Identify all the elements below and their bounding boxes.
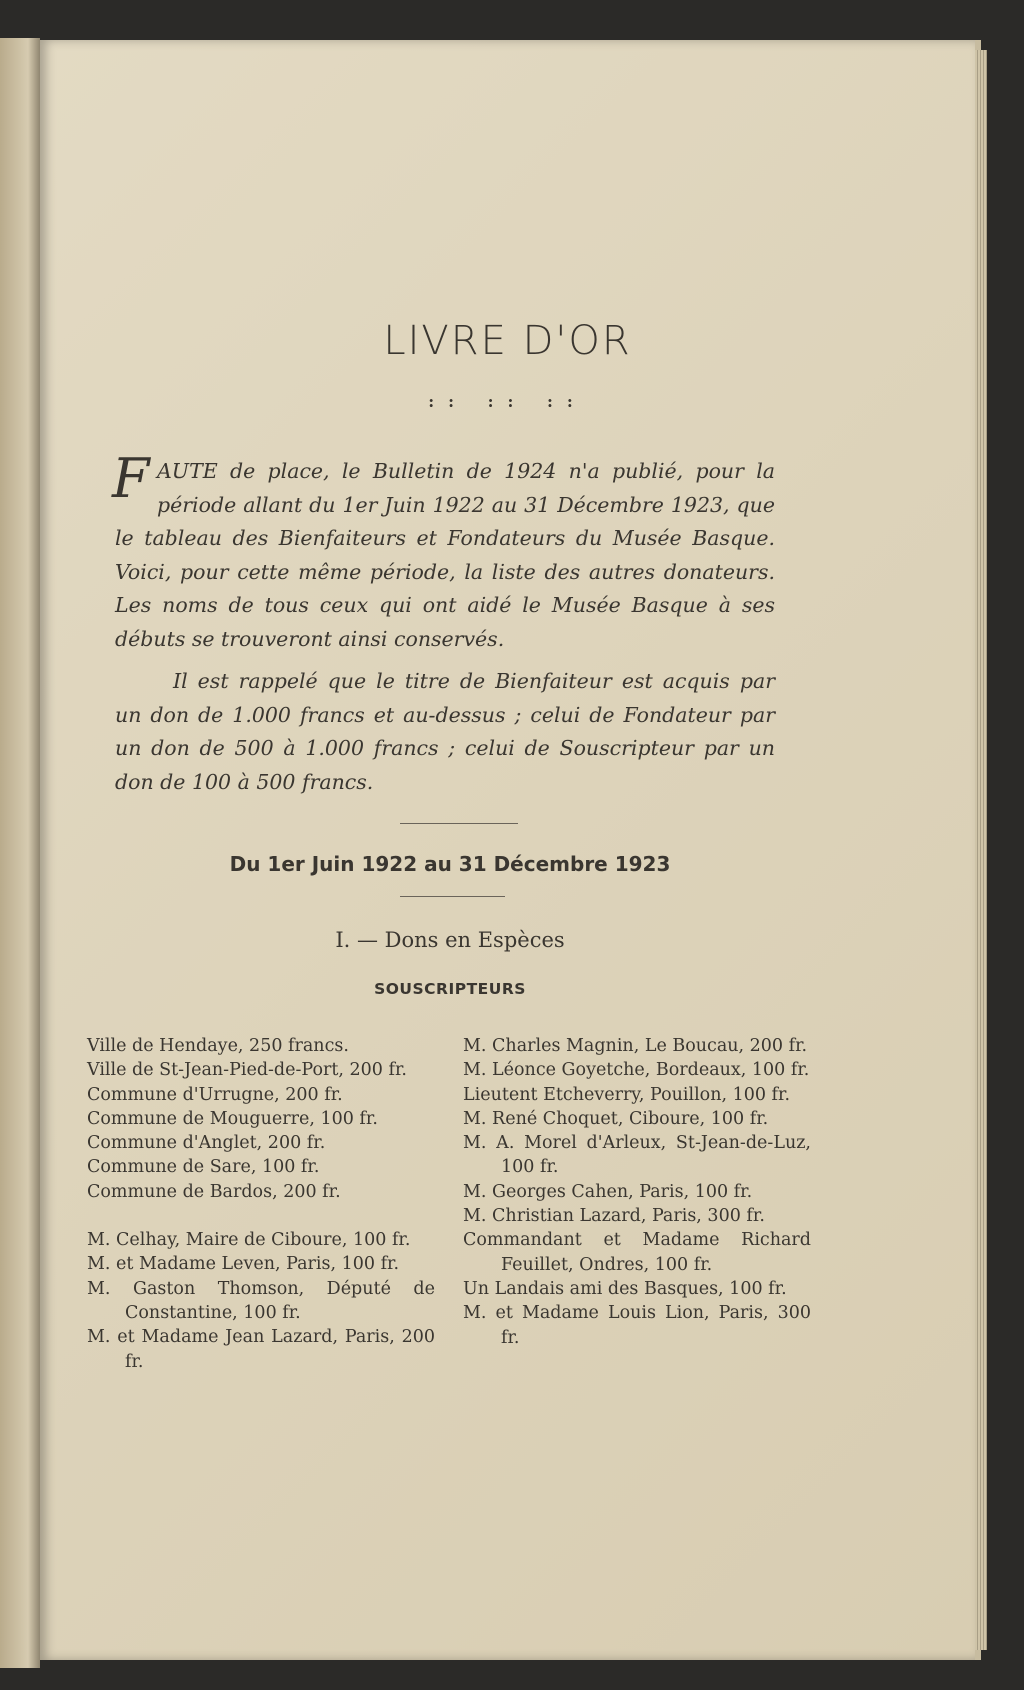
text-line: un don de 500 à 1.000 francs ; celui de Souscripteur par un (115, 736, 775, 760)
list-item: Commune de Bardos, 200 fr. (87, 1181, 341, 1202)
text-line: Les noms de tous ceux qui ont aidé le Musée Basque à ses (115, 593, 775, 617)
drop-cap: F (112, 447, 150, 510)
list-item: Commune de Sare, 100 fr. (87, 1157, 320, 1178)
section-heading: I. — Dons en Espèces (335, 928, 565, 952)
list-item: M. Léonce Goyetche, Bordeaux, 100 fr. (463, 1060, 810, 1081)
text-line: période allant du 1er Juin 1922 au 31 Décembre 1923, que (157, 492, 775, 517)
list-item: M. A. Morel d'Arleux, St-Jean-de-Luz, 100 fr. (463, 1133, 811, 1178)
list-item: Un Landais ami des Basques, 100 fr. (463, 1278, 787, 1299)
subsection-heading: SOUSCRIPTEURS (374, 980, 526, 998)
text-line: débuts se trouveront ainsi conservés. (115, 626, 505, 651)
list-item: Commandant et Madame Richard Feuillet, Ondres, 100 fr. (463, 1230, 811, 1275)
text-line: AUTE de place, le Bulletin de 1924 n'a publié, pour la (157, 459, 775, 483)
page-stack-edge (975, 50, 987, 1650)
book-page (40, 40, 981, 1660)
list-item: Commune d'Anglet, 200 fr. (87, 1133, 326, 1154)
text-line: le tableau des Bienfaiteurs et Fondateurs du Musée Basque. (115, 526, 775, 550)
page-title: LIVRE D'OR (383, 318, 632, 364)
list-item: Commune d'Urrugne, 200 fr. (87, 1084, 343, 1105)
list-item: M. et Madame Louis Lion, Paris, 300 fr. (463, 1303, 811, 1348)
list-item: Ville de St-Jean-Pied-de-Port, 200 fr. (87, 1060, 407, 1081)
list-item: M. et Madame Leven, Paris, 100 fr. (87, 1254, 400, 1275)
list-item: M. Georges Cahen, Paris, 100 fr. (463, 1181, 753, 1202)
list-item: Commune de Mouguerre, 100 fr. (87, 1108, 378, 1129)
divider (400, 896, 505, 897)
list-item: M. René Choquet, Ciboure, 100 fr. (463, 1108, 769, 1129)
list-item: M. Celhay, Maire de Ciboure, 100 fr. (87, 1230, 411, 1251)
ornament: :: :: :: (428, 392, 587, 411)
list-item: M. et Madame Jean Lazard, Paris, 200 fr. (87, 1327, 435, 1372)
right-donor-column (463, 1034, 811, 1350)
list-item: Ville de Hendaye, 250 francs. (87, 1036, 349, 1056)
period-heading: Du 1er Juin 1922 au 31 Décembre 1923 (229, 852, 671, 876)
text-line: Voici, pour cette même période, la liste des autres donateurs. (115, 559, 775, 584)
list-item: M. Christian Lazard, Paris, 300 fr. (463, 1206, 765, 1227)
text-line: Il est rappelé que le titre de Bienfaiteur est acquis par (173, 669, 775, 693)
divider (400, 823, 518, 824)
list-item: M. Charles Magnin, Le Boucau, 200 fr. (463, 1036, 808, 1056)
left-donor-column (87, 1034, 435, 1374)
list-item: M. Gaston Thomson, Député de Constantine, 100 fr. (87, 1278, 435, 1323)
intro-paragraph-2 (115, 665, 775, 799)
intro-paragraph-1 (115, 455, 775, 656)
text-line: don de 100 à 500 francs. (115, 769, 374, 794)
list-item: Lieutent Etcheverry, Pouillon, 100 fr. (463, 1084, 791, 1105)
text-line: un don de 1.000 francs et au-dessus ; celui de Fondateur par (115, 702, 775, 727)
